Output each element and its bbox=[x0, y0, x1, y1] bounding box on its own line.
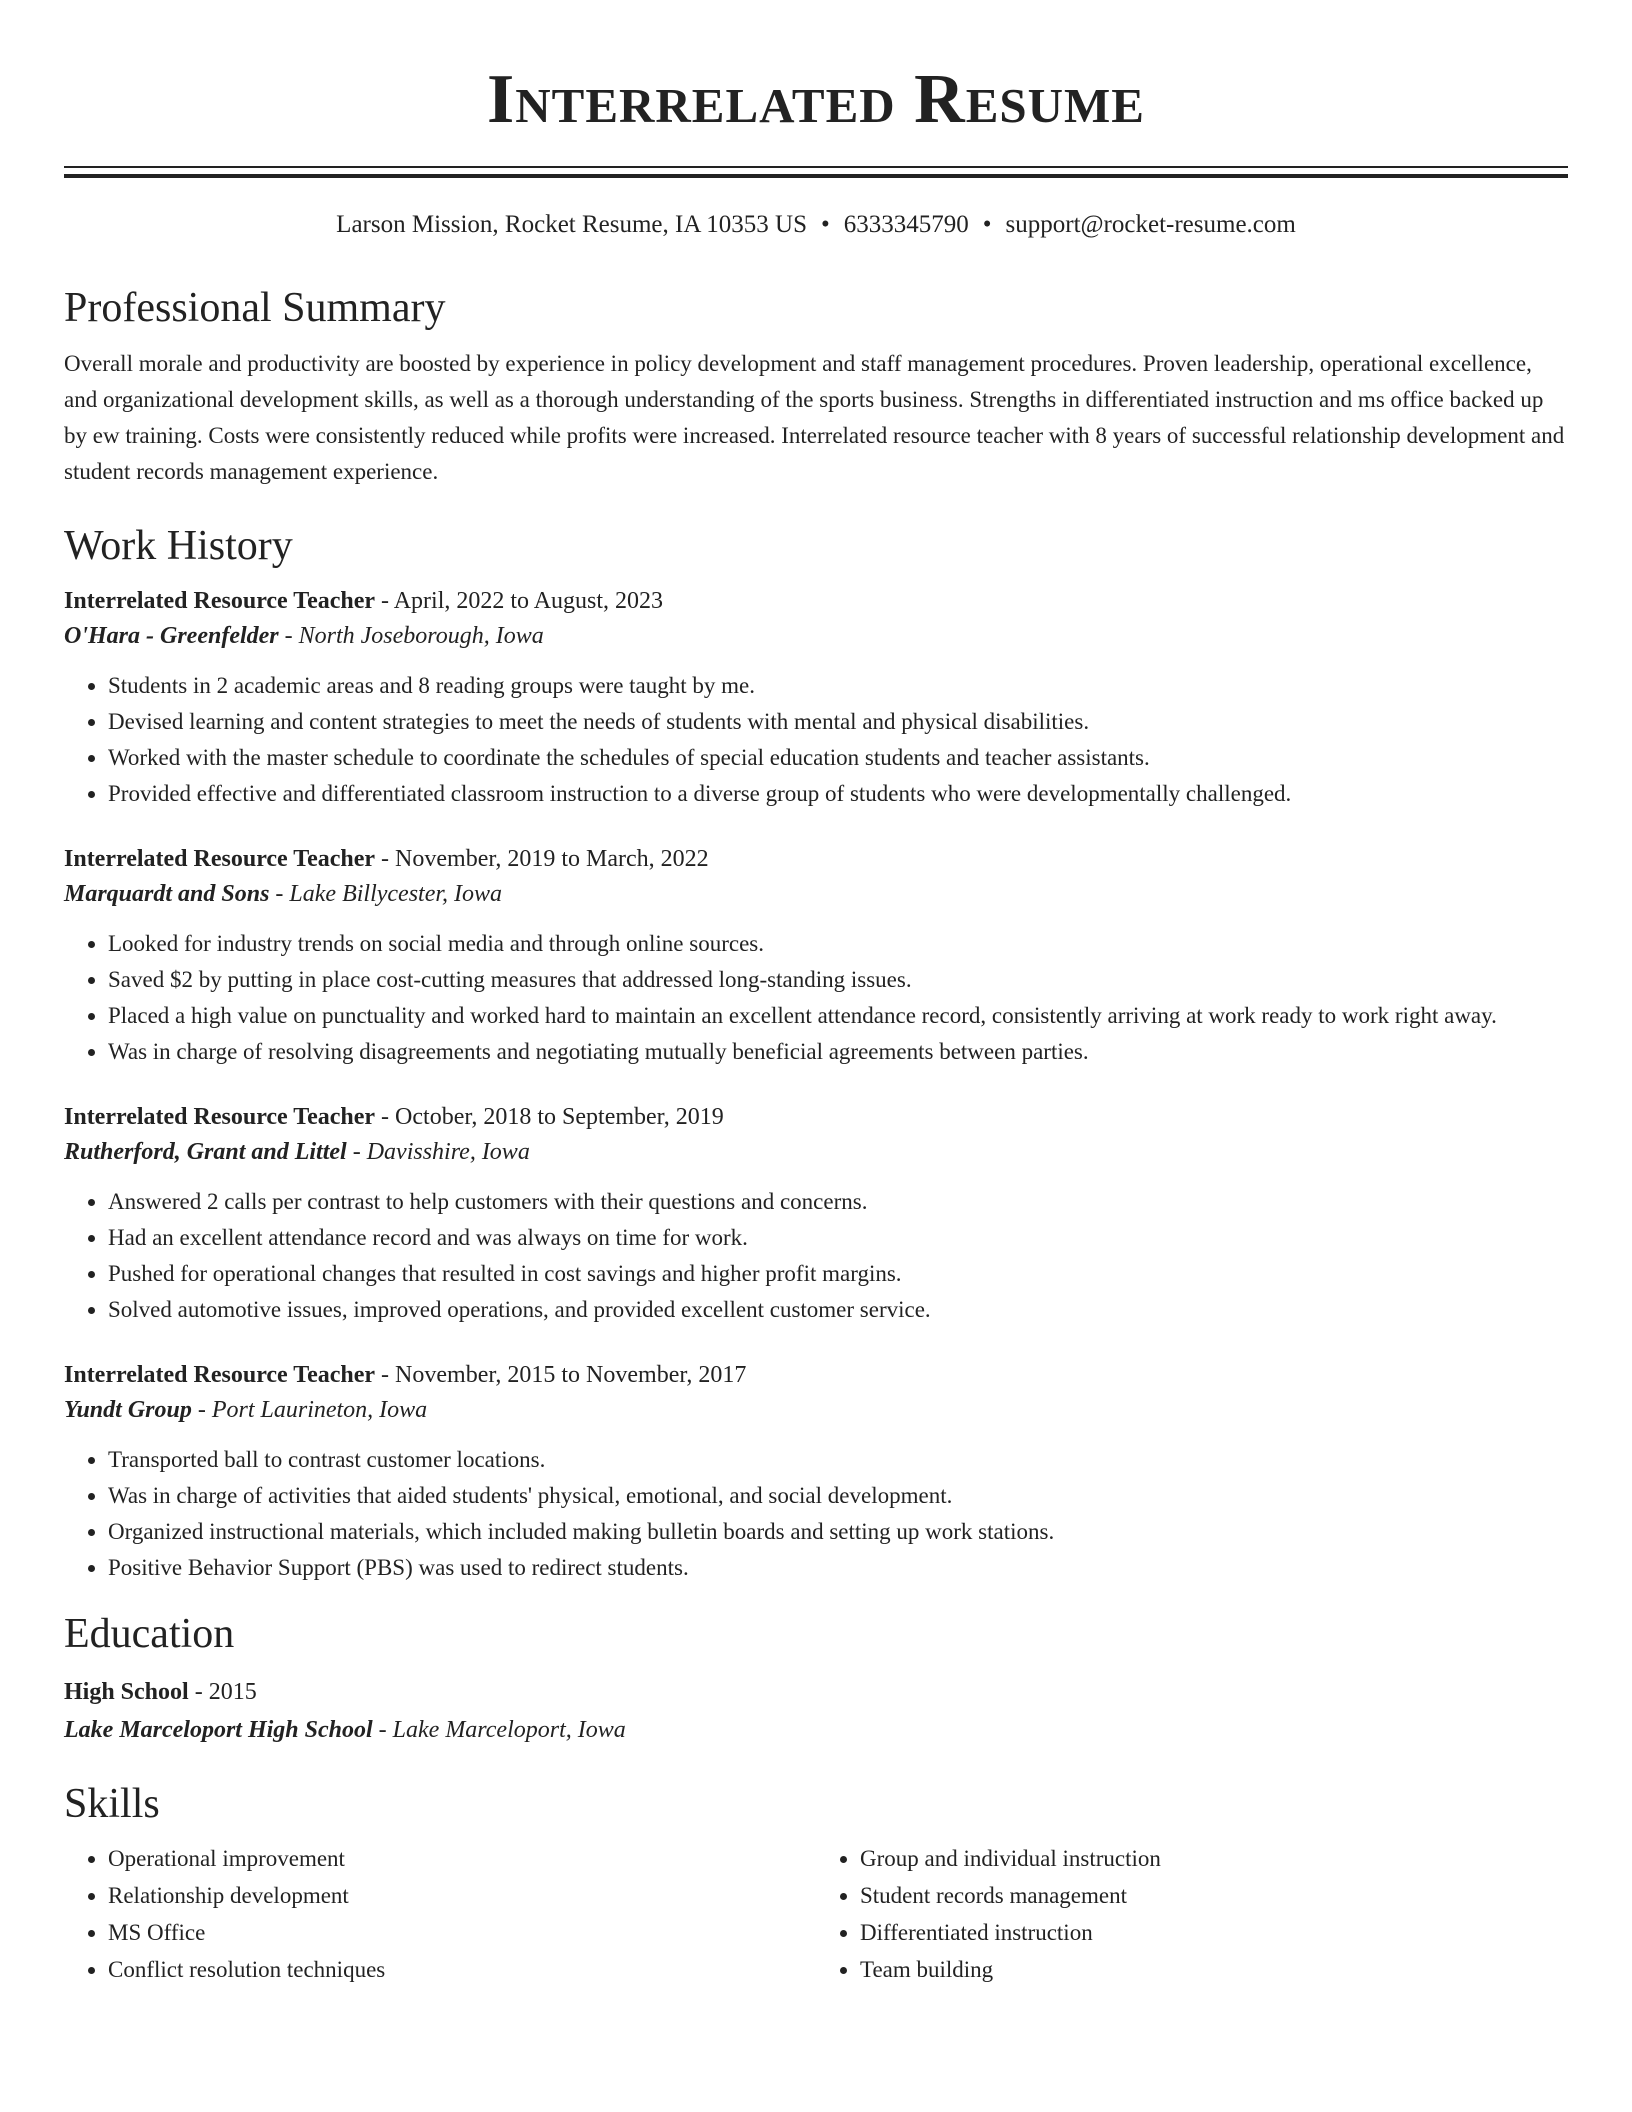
contact-address: Larson Mission, Rocket Resume, IA 10353 US bbox=[336, 211, 807, 238]
skill-item: • MS Office bbox=[108, 1914, 816, 1951]
job-title-line bbox=[64, 1100, 1568, 1134]
skill-item: • Differentiated instruction bbox=[860, 1914, 1568, 1951]
education-location: - Lake Marceloport, Iowa bbox=[372, 1717, 626, 1743]
job-location: - Lake Billycester, Iowa bbox=[269, 881, 503, 907]
job-entry bbox=[64, 584, 1568, 812]
job-title: Interrelated Resource Teacher bbox=[64, 846, 376, 872]
work-history-heading: Work History bbox=[64, 523, 293, 569]
job-location: - North Joseborough, Iowa bbox=[278, 623, 544, 649]
job-company: O'Hara - Greenfelder bbox=[64, 623, 279, 649]
skill-item: • Relationship development bbox=[108, 1877, 816, 1914]
job-bullet: • Had an excellent attendance record and was always on time for work. bbox=[108, 1220, 1568, 1256]
contact-separator: • bbox=[982, 211, 992, 238]
job-location: - Port Laurineton, Iowa bbox=[191, 1397, 428, 1423]
divider-thin-line bbox=[64, 166, 1568, 168]
education-degree-line bbox=[64, 1674, 1568, 1710]
job-bullet: • Devised learning and content strategies to meet the needs of students with mental and physical disabilities. bbox=[108, 704, 1568, 740]
contact-phone: 6333345790 bbox=[843, 211, 969, 238]
job-bullet: • Organized instructional materials, which included making bulletin boards and setting up work stations. bbox=[108, 1514, 1568, 1550]
job-bullet: • Solved automotive issues, improved operations, and provided excellent customer service. bbox=[108, 1292, 1568, 1328]
job-entry bbox=[64, 842, 1568, 1070]
education-school: Lake Marceloport High School bbox=[64, 1717, 373, 1743]
job-bullets bbox=[64, 1442, 1568, 1586]
job-title: Interrelated Resource Teacher bbox=[64, 1104, 376, 1130]
work-history-section bbox=[64, 520, 1568, 1586]
job-title-line bbox=[64, 1358, 1568, 1392]
job-title-line bbox=[64, 842, 1568, 876]
job-company: Marquardt and Sons bbox=[64, 881, 270, 907]
education-school-line bbox=[64, 1710, 1568, 1750]
job-bullet: • Transported ball to contrast customer locations. bbox=[108, 1442, 1568, 1478]
job-bullet: • Answered 2 calls per contrast to help customers with their questions and concerns. bbox=[108, 1184, 1568, 1220]
job-entry bbox=[64, 1358, 1568, 1586]
skills-heading: Skills bbox=[64, 1781, 160, 1827]
skill-item: • Conflict resolution techniques bbox=[108, 1951, 816, 1988]
education-heading: Education bbox=[64, 1611, 235, 1657]
education-section bbox=[64, 1608, 1568, 1750]
job-bullet: • Was in charge of resolving disagreements and negotiating mutually beneficial agreements between parties. bbox=[108, 1034, 1568, 1070]
education-year: - 2015 bbox=[188, 1679, 257, 1705]
job-dates: - November, 2019 to March, 2022 bbox=[375, 846, 709, 872]
job-company-line bbox=[64, 618, 1568, 654]
job-bullet: • Worked with the master schedule to coordinate the schedules of special education students and teacher assistants. bbox=[108, 740, 1568, 776]
job-company-line bbox=[64, 1392, 1568, 1428]
job-title-line bbox=[64, 584, 1568, 618]
contact-separator: • bbox=[821, 211, 830, 238]
job-bullet: • Pushed for operational changes that resulted in cost savings and higher profit margins. bbox=[108, 1256, 1568, 1292]
job-company: Rutherford, Grant and Littel bbox=[64, 1139, 347, 1165]
job-company: Yundt Group bbox=[64, 1397, 192, 1423]
job-bullet: • Saved $2 by putting in place cost-cutting measures that addressed long-standing issues. bbox=[108, 962, 1568, 998]
education-degree: High School bbox=[64, 1679, 189, 1705]
resume-title: Interrelated Resume bbox=[487, 61, 1145, 138]
job-bullets bbox=[64, 1184, 1568, 1328]
job-bullets bbox=[64, 926, 1568, 1070]
summary-section bbox=[64, 282, 1568, 490]
job-company-line bbox=[64, 1134, 1568, 1170]
job-bullet: • Provided effective and differentiated classroom instruction to a diverse group of students who were developmentally challenged. bbox=[108, 776, 1568, 812]
job-entry bbox=[64, 1100, 1568, 1328]
job-title: Interrelated Resource Teacher bbox=[64, 588, 376, 614]
summary-text: Overall morale and productivity are boosted by experience in policy development and staff management procedures. Proven leadership, operational excellence, and organizational development skills, as well as a thorough understanding of the sports business. Strengths in differentiated instruction and ms office backed up by ew training. Costs were consistently reduced while profits were increased. Interrelated resource teacher with 8 years of successful relationship development and student records management experience. bbox=[64, 351, 1565, 484]
skills-section bbox=[64, 1778, 1568, 1988]
job-dates: - November, 2015 to November, 2017 bbox=[375, 1362, 747, 1388]
job-bullet: • Placed a high value on punctuality and worked hard to maintain an excellent attendance record, consistently arriving at work ready to work right away. bbox=[108, 998, 1568, 1034]
job-bullet: • Positive Behavior Support (PBS) was used to redirect students. bbox=[108, 1550, 1568, 1586]
job-location: - Davisshire, Iowa bbox=[346, 1139, 530, 1165]
summary-heading: Professional Summary bbox=[64, 285, 446, 331]
skill-item: • Operational improvement bbox=[108, 1840, 816, 1877]
divider-thick-line bbox=[64, 174, 1568, 178]
job-title: Interrelated Resource Teacher bbox=[64, 1362, 376, 1388]
title-divider bbox=[64, 166, 1568, 178]
job-bullet: • Looked for industry trends on social media and through online sources. bbox=[108, 926, 1568, 962]
job-bullets bbox=[64, 668, 1568, 812]
skills-left-list bbox=[64, 1840, 816, 1988]
job-dates: - October, 2018 to September, 2019 bbox=[375, 1104, 724, 1130]
job-bullet: • Students in 2 academic areas and 8 reading groups were taught by me. bbox=[108, 668, 1568, 704]
job-dates: - April, 2022 to August, 2023 bbox=[375, 588, 664, 614]
contact-email: support@rocket-resume.com bbox=[1005, 211, 1296, 238]
contact-line bbox=[64, 208, 1568, 242]
skills-columns bbox=[64, 1840, 1568, 1988]
job-company-line bbox=[64, 876, 1568, 912]
skills-right-list bbox=[816, 1840, 1568, 1988]
skill-item: • Team building bbox=[860, 1951, 1568, 1988]
skill-item: • Group and individual instruction bbox=[860, 1840, 1568, 1877]
skill-item: • Student records management bbox=[860, 1877, 1568, 1914]
job-bullet: • Was in charge of activities that aided students' physical, emotional, and social development. bbox=[108, 1478, 1568, 1514]
